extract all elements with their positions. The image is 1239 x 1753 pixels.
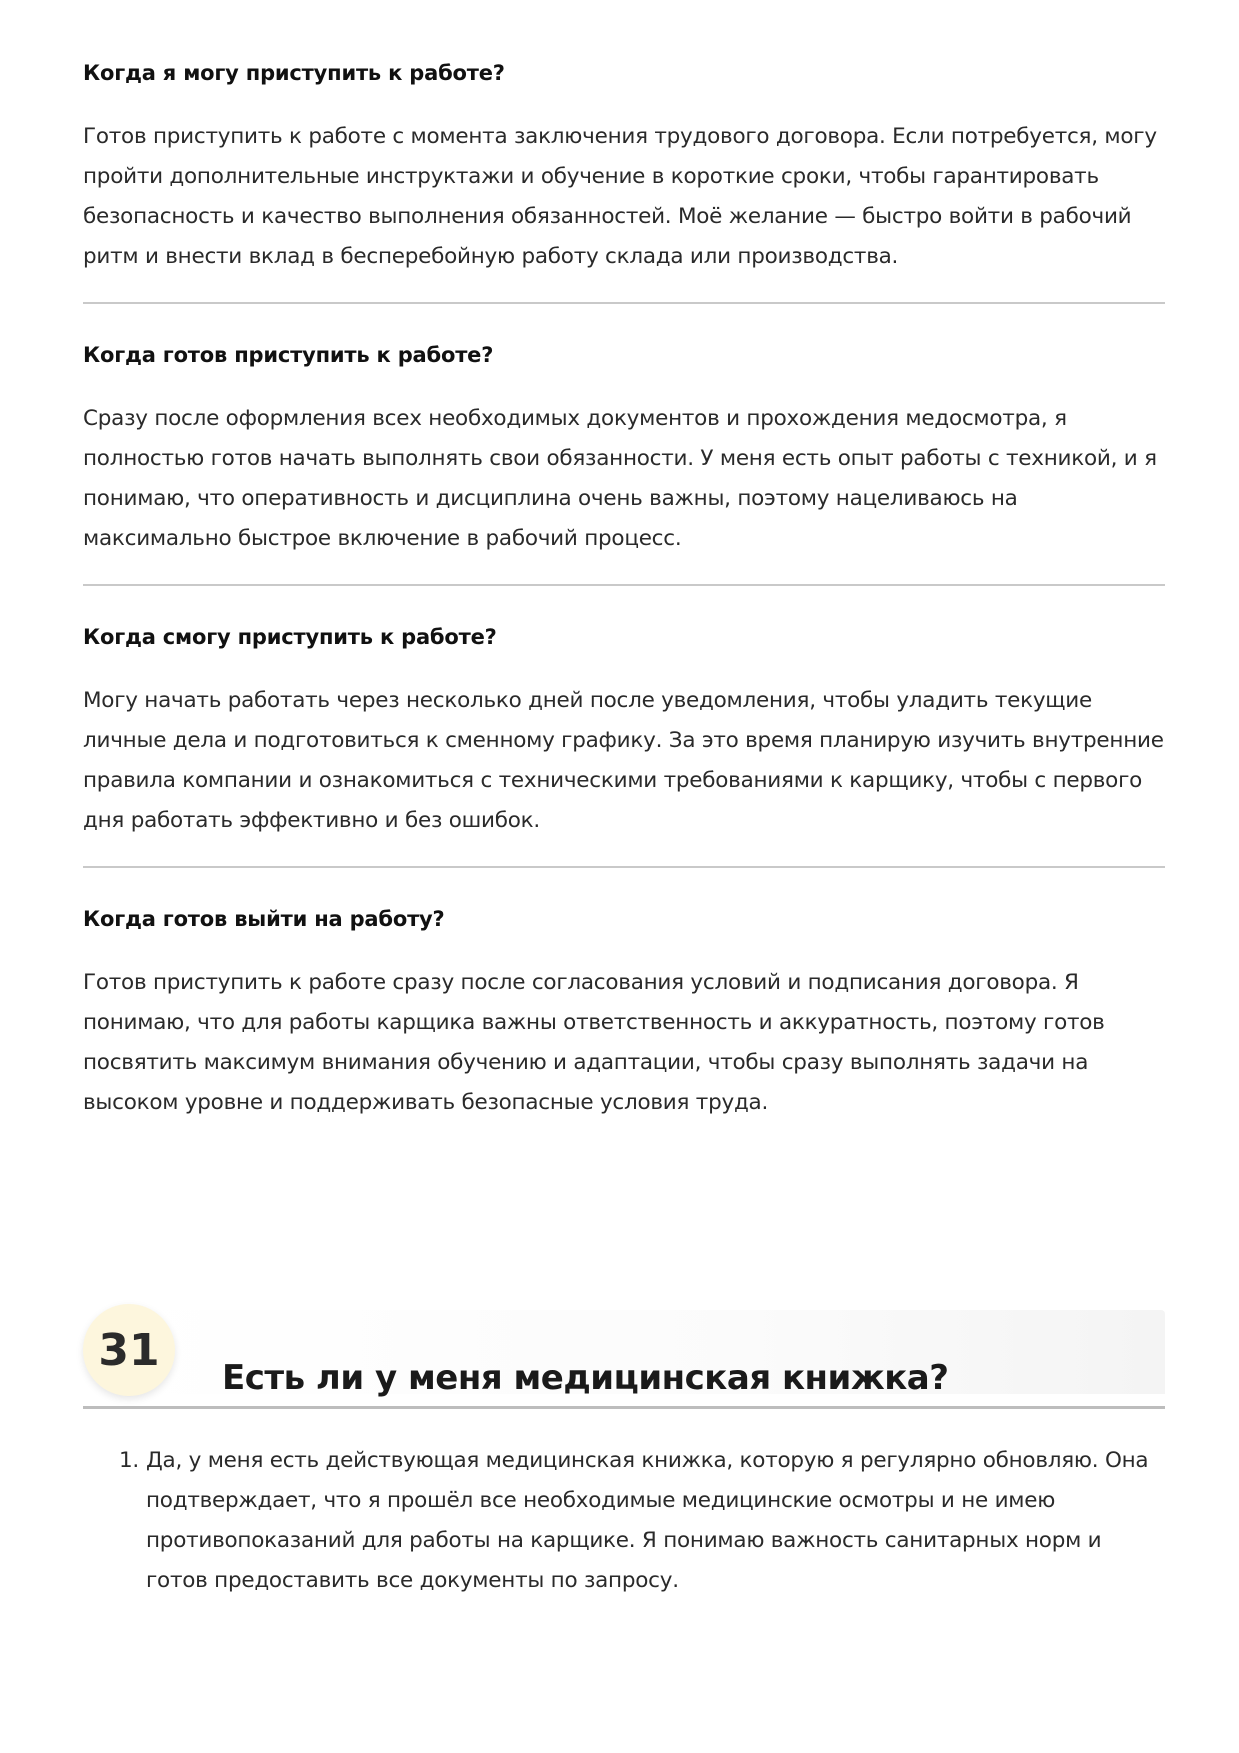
- qa-question: Когда готов выйти на работу?: [83, 907, 445, 931]
- divider: [83, 584, 1165, 586]
- list-item-text: Да, у меня есть действующая медицинская книжка, которую я регулярно обновляю. Она подтверждает, что я прошёл все необходимые медицинские осмотры и не имею противопоказаний для работы на карщике. Я понимаю важность санитарных норм и готов предоставить все документы по запросу.: [146, 1448, 1149, 1593]
- qa-question: Когда смогу приступить к работе?: [83, 625, 497, 649]
- qa-item: [83, 340, 1165, 559]
- list-item: [83, 1441, 1165, 1601]
- qa-item: [83, 58, 1165, 277]
- list-item-number: 1.: [119, 1448, 140, 1473]
- qa-answer: Готов приступить к работе с момента заключения трудового договора. Если потребуется, могу пройти дополнительные инструктажи и обучение в короткие сроки, чтобы гарантировать безопасность и качество выполнения обязанностей. Моё желание — быстро войти в рабочий ритм и внести вклад в бесперебойную работу склада или производства.: [83, 124, 1157, 269]
- divider: [83, 302, 1165, 304]
- qa-answer: Готов приступить к работе сразу после согласования условий и подписания договора. Я понимаю, что для работы карщика важны ответственность и аккуратность, поэтому готов посвятить максимум внимания обучению и адаптации, чтобы сразу выполнять задачи на высоком уровне и поддерживать безопасные условия труда.: [83, 970, 1105, 1115]
- section-header: [83, 1298, 1165, 1409]
- qa-answer: Могу начать работать через несколько дней после уведомления, чтобы уладить текущие личные дела и подготовиться к сменному графику. За это время планирую изучить внутренние правила компании и ознакомиться с техническими требованиями к карщику, чтобы с первого дня работать эффективно и без ошибок.: [83, 688, 1164, 833]
- qa-list: [83, 58, 1165, 1123]
- section-title: Есть ли у меня медицинская книжка?: [222, 1358, 949, 1399]
- divider: [83, 866, 1165, 868]
- section-number-badge: 31: [83, 1304, 175, 1396]
- answer-list: [83, 1441, 1165, 1601]
- qa-item: [83, 904, 1165, 1123]
- qa-question: Когда готов приступить к работе?: [83, 343, 494, 367]
- qa-answer: Сразу после оформления всех необходимых документов и прохождения медосмотра, я полностью готов начать выполнять свои обязанности. У меня есть опыт работы с техникой, и я понимаю, что оперативность и дисциплина очень важны, поэтому нацеливаюсь на максимально быстрое включение в рабочий процесс.: [83, 406, 1157, 551]
- qa-item: [83, 622, 1165, 841]
- qa-question: Когда я могу приступить к работе?: [83, 61, 505, 85]
